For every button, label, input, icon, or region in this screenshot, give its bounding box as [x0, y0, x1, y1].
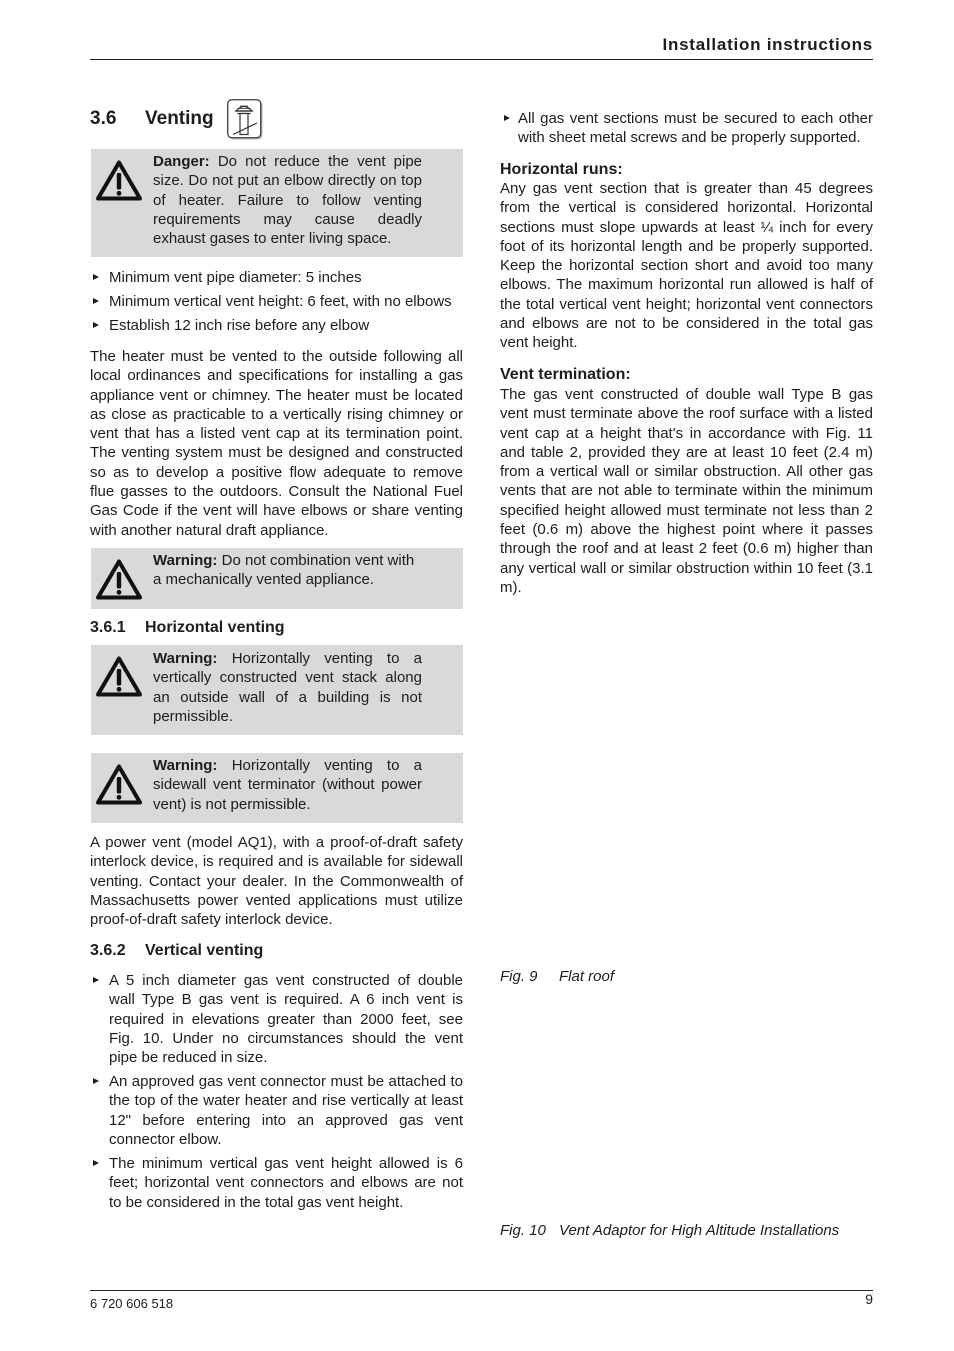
vertical-venting-list	[90, 971, 463, 1217]
sidewall-terminator-warning	[91, 753, 463, 823]
figure-caption: Flat roof	[559, 968, 615, 985]
figure-caption: Vent Adaptor for High Altitude Installations	[559, 1222, 840, 1239]
danger-notice	[91, 149, 463, 257]
horizontal-runs-heading: Horizontal runs:	[500, 161, 623, 178]
vent-sections-list	[500, 109, 873, 152]
bullet-arrow-icon	[93, 1160, 99, 1166]
list-item	[500, 109, 873, 148]
bullet-arrow-icon	[93, 274, 99, 280]
list-item	[90, 268, 463, 287]
list-item	[90, 1154, 463, 1212]
list-item-text: All gas vent sections must be secured to each other with sheet metal screws and be properly supported.	[518, 110, 873, 147]
vent-termination-paragraph: The gas vent constructed of double wall Type B gas vent must terminate above the roof surface with a listed vent cap at a height that's in accordance with Fig. 11 and table 2, provided they are at least 10 feet (2.4 m) from a vertical wall or similar obstruction. All other gas vents that are not able to terminate within the minimum specified height allowed must terminate not less than 2 feet (0.6 m) above the highest point where it passes through the roof and at least 2 feet (0.6 m) higher than any vertical wall or similar obstruction within 10 feet (3.1 m).	[500, 386, 873, 596]
danger-label: Danger:	[153, 153, 210, 170]
warning-text	[153, 756, 422, 814]
vent-pipe-icon	[227, 99, 263, 140]
subsection-number: 3.6.1	[90, 619, 126, 636]
list-item-text: An approved gas vent connector must be attached to the top of the water heater and rise vertically at least 12" before entering into an approved gas vent connector elbow.	[109, 1073, 463, 1149]
warning-triangle-icon	[95, 159, 143, 202]
list-item-text: The minimum vertical gas vent height allowed is 6 feet; horizontal vent connectors and elbows are not to be considered in the total gas vent height.	[109, 1155, 463, 1211]
bullet-arrow-icon	[504, 115, 510, 121]
header-rule	[90, 59, 873, 60]
venting-requirements-list	[90, 268, 463, 340]
bullet-arrow-icon	[93, 977, 99, 983]
warning-label: Warning:	[153, 552, 218, 569]
footer-rule	[90, 1290, 873, 1291]
section-number: 3.6	[90, 108, 117, 129]
list-item	[90, 316, 463, 335]
warning-message: Horizontally venting to a sidewall vent terminator (without power vent) is not permissible.	[153, 757, 422, 813]
danger-message: Do not reduce the vent pipe size. Do not put an elbow directly on top of heater. Failure to follow venting requirements may cause deadly exhaust gases to enter living space.	[153, 153, 423, 248]
list-item	[90, 292, 463, 311]
bullet-arrow-icon	[93, 298, 99, 304]
warning-text	[153, 649, 422, 726]
danger-notice-text	[153, 152, 422, 248]
subsection-number: 3.6.2	[90, 942, 126, 959]
power-vent-paragraph: A power vent (model AQ1), with a proof-of-draft safety interlock device, is required and is available for sidewall venting. Contact your dealer. In the Commonwealth of Massachusetts power vented applications must utilize proof-of-draft safety interlock device.	[90, 834, 463, 929]
vent-termination-heading: Vent termination:	[500, 366, 631, 383]
warning-label: Warning:	[153, 757, 218, 774]
horizontal-venting-warning	[91, 645, 463, 735]
list-item	[90, 1072, 463, 1149]
section-title: Venting	[145, 108, 214, 129]
warning-triangle-icon	[95, 558, 143, 601]
figure-label: Fig. 10	[500, 1222, 546, 1239]
list-item-text: A 5 inch diameter gas vent constructed of double wall Type B gas vent is required. A 6 inch vent is required in elevations greater than 2000 feet, see Fig. 10. Under no circumstances should the vent pipe be reduced in size.	[109, 972, 463, 1067]
intro-paragraph: The heater must be vented to the outside following all local ordinances and specifications for installing a gas appliance vent or chimney. The heater must be located as close as practicable to a vertically rising chimney or vent that has a listed vent cap at its termination point. The venting system must be designed and constructed so as to develop a positive flow adequate to remove flue gasses to the outdoors. Consult the National Fuel Gas Code if the vent will have elbows or share venting with another natural draft appliance.	[90, 348, 463, 539]
subsection-title: Vertical venting	[145, 942, 264, 959]
bullet-arrow-icon	[93, 1078, 99, 1084]
warning-message: Horizontally venting to a vertically constructed vent stack along an outside wall of a building is not permissible.	[153, 650, 422, 725]
warning-label: Warning:	[153, 650, 218, 667]
list-item-text: Establish 12 inch rise before any elbow	[109, 316, 370, 334]
figure-label: Fig. 9	[500, 968, 538, 985]
list-item	[90, 971, 463, 1067]
document-number: 6 720 606 518	[90, 1296, 174, 1311]
warning-message: Do not combination vent with a mechanically vented appliance.	[153, 552, 415, 589]
warning-triangle-icon	[95, 763, 143, 806]
combination-warning	[91, 548, 463, 609]
running-header: Installation instructions	[662, 35, 873, 54]
horizontal-runs-paragraph: Any gas vent section that is greater than 45 degrees from the vertical is considered horizontal. Horizontal sections must slope upwards at least ¼ inch for every foot of its horizontal length and be properly supported. Keep the horizontal section short and avoid too many elbows. The maximum horizontal run allowed is half of the total vertical vent height; horizontal vent connectors and elbows are not to be considered in the total gas vent height.	[500, 180, 873, 352]
list-item-text: Minimum vent pipe diameter: 5 inches	[109, 269, 362, 286]
warning-text	[153, 551, 422, 590]
subsection-title: Horizontal venting	[145, 619, 285, 636]
page-number: 9	[865, 1291, 873, 1307]
list-item-text: Minimum vertical vent height: 6 feet, with no elbows	[109, 292, 452, 310]
bullet-arrow-icon	[93, 322, 99, 328]
warning-triangle-icon	[95, 655, 143, 698]
